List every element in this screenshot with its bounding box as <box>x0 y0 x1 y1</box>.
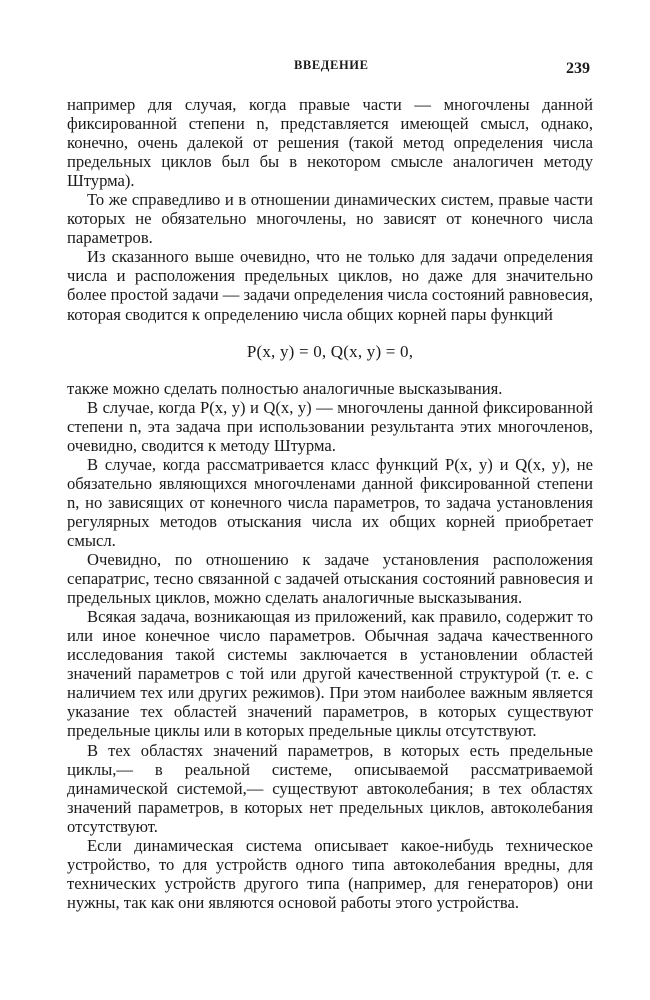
running-head-title: ВВЕДЕНИЕ <box>294 58 369 72</box>
paragraph-1: например для случая, когда правые части — многочлены данной фиксированной степени n, представляется имеющей смысл, однако, конечно, очень далекой от решения (такой метод определения числа предельных циклов был бы в некотором смысле аналогичен методу Штурма). <box>67 95 593 191</box>
paragraph-4: также можно сделать полностью аналогичные высказывания. <box>67 378 503 398</box>
paragraph-9: В тех областях значений параметров, в которых есть предельные циклы,— в реальной системе, описываемой рассматриваемой динамической системой,— существуют автоколебания; в тех областях значений параметров, в которых нет предельных циклов, автоколебания отсутствуют. <box>67 740 593 836</box>
body-text <box>67 95 593 912</box>
paragraph-8: Всякая задача, возникающая из приложений, как правило, содержит то или иное конечное число параметров. Обычная задача качественного исследования такой системы заключается в установлении областей значений параметров с той или другой качественной структурой (т. е. с наличием тех или других режимов). При этом наиболее важным является указание тех областей значений параметров, в которых существуют предельные циклы или в которых предельные циклы отсутствуют. <box>67 607 593 741</box>
paragraph-6: В случае, когда рассматривается класс функций P(x, y) и Q(x, y), не обязательно являющихся многочленами данной фиксированной степени n, но зависящих от конечного числа параметров, то задача установления регулярных методов отыскания числа их общих корней приобретает смысл. <box>67 454 593 550</box>
paragraph-2: То же справедливо и в отношении динамических систем, правые части которых не обязательно многочлены, но зависят от конечного числа параметров. <box>67 190 593 248</box>
paragraph-5: В случае, когда P(x, y) и Q(x, y) — многочлены данной фиксированной степени n, эта задача при использовании результанта этих многочленов, очевидно, сводится к методу Штурма. <box>67 397 593 455</box>
paragraph-7: Очевидно, по отношению к задаче установления расположения сепаратрис, тесно связанной с задачей отыскания состояний равновесия и предельных циклов, можно сделать аналогичные высказывания. <box>67 550 593 608</box>
formula: P(x, y) = 0, Q(x, y) = 0, <box>246 341 414 361</box>
paragraph-3: Из сказанного выше очевидно, что не только для задачи определения числа и расположения предельных циклов, но даже для значительно более простой задачи — задачи определения числа состояний равновесия, которая сводится к определению числа общих корней пары функций <box>67 247 594 324</box>
page-number: 239 <box>566 60 590 77</box>
paragraph-10: Если динамическая система описывает какое-нибудь техническое устройство, то для устройств одного типа автоколебания вредны, для технических устройств другого типа (например, для генераторов) они нужны, так как они являются основой работы этого устройства. <box>67 835 593 912</box>
